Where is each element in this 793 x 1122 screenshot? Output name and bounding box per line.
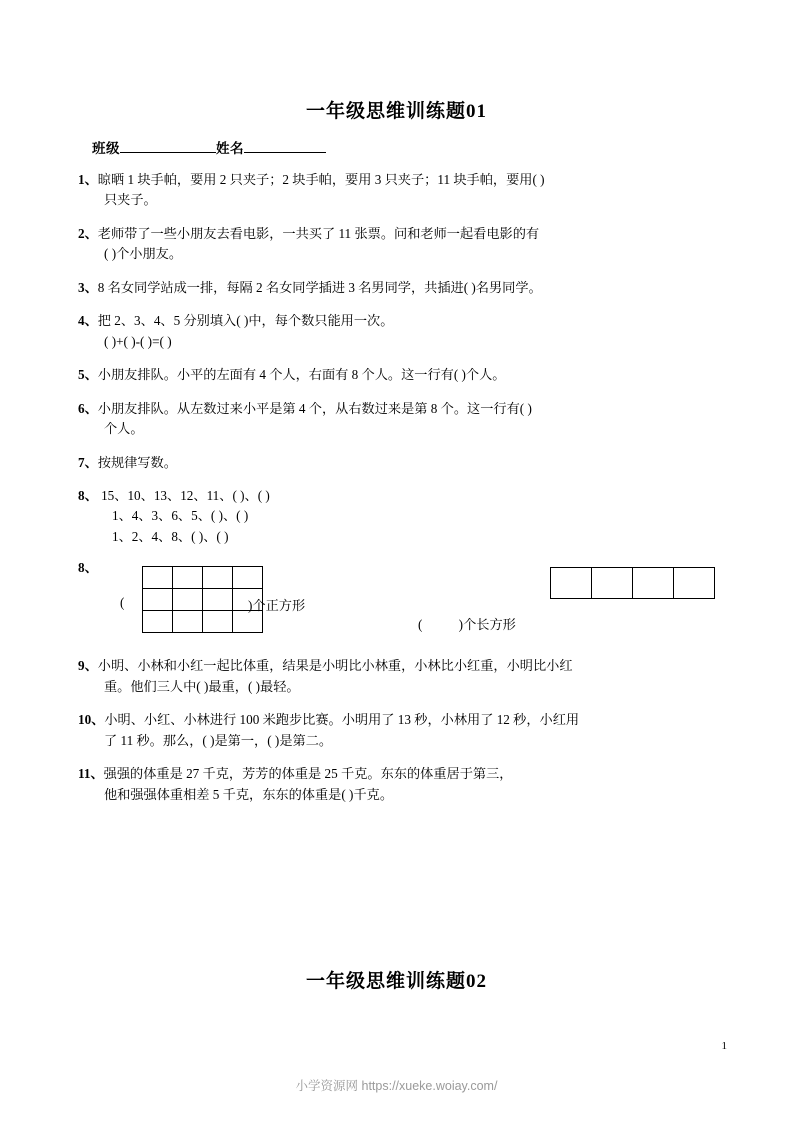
grid-cell <box>674 568 715 599</box>
figure-index: 8、 <box>78 560 98 576</box>
question-8-line-1: 15、10、13、12、11、( )、( ) <box>97 487 270 503</box>
grid-cell <box>633 568 674 599</box>
question-9-line-2: 重。他们三人中( )最重，( )最轻。 <box>104 678 300 694</box>
question-9-line-1: 小明、小林和小红一起比体重，结果是小明比小林重，小林比小红重，小明比小红 <box>97 658 573 674</box>
grid-cell <box>592 568 633 599</box>
question-7-index: 7、 <box>78 454 98 470</box>
student-info-row <box>92 137 793 157</box>
grid-cell <box>173 589 203 611</box>
question-2-index: 2、 <box>78 225 98 241</box>
page-title: 一年级思维训练题01 <box>305 101 487 122</box>
question-5 <box>78 365 725 385</box>
grid-cell <box>203 589 233 611</box>
question-10-line-2: 了 11 秒。那么，( )是第一，( )是第二。 <box>104 732 333 748</box>
question-11 <box>78 764 725 805</box>
question-10 <box>78 710 725 751</box>
grid-cell <box>173 567 203 589</box>
question-5-index: 5、 <box>78 367 98 383</box>
question-3-index: 3、 <box>78 279 98 295</box>
page-number: 1 <box>721 1040 727 1052</box>
square-grid <box>142 566 263 633</box>
question-4-index: 4、 <box>78 313 98 329</box>
question-1-index: 1、 <box>78 172 98 187</box>
question-11-index: 11、 <box>78 766 104 782</box>
square-answer-open-paren[interactable]: ( <box>120 595 125 611</box>
page-title-2: 一年级思维训练题02 <box>305 971 487 992</box>
grid-cell <box>551 568 592 599</box>
question-7 <box>78 453 725 473</box>
grid-cell <box>143 611 173 633</box>
name-blank[interactable] <box>244 139 326 153</box>
question-1 <box>78 170 725 211</box>
rect-answer-open-paren[interactable]: ( <box>418 617 423 633</box>
question-9 <box>78 656 725 697</box>
question-3-line-1: 8 名女同学站成一排，每隔 2 名女同学插进 3 名男同学，共插进( )名男同学。 <box>97 279 542 295</box>
question-8-line-3: 1、2、4、8、( )、( ) <box>112 528 229 544</box>
question-10-index: 10、 <box>78 712 105 728</box>
question-2-line-2: ( )个小朋友。 <box>104 246 183 262</box>
question-11-line-1: 强强的体重是 27 千克，芳芳的体重是 25 千克。东东的体重居于第三， <box>103 766 513 782</box>
grid-cell <box>203 567 233 589</box>
question-6-line-1: 小朋友排队。从左数过来小平是第 4 个，从右数过来是第 8 个。这一行有( ) <box>97 400 532 416</box>
grid-cell <box>173 611 203 633</box>
question-10-line-1: 小明、小红、小林进行 100 米跑步比赛。小明用了 13 秒，小林用了 12 秒，小红用 <box>104 712 580 728</box>
rectangle-grid <box>550 567 715 599</box>
grid-cell <box>203 611 233 633</box>
question-6 <box>78 399 725 440</box>
footer-watermark: 小学资源网 https://xueke.woiay.com/ <box>295 1079 498 1093</box>
question-1-line-2: 只夹子。 <box>104 192 157 208</box>
question-9-index: 9、 <box>78 658 98 674</box>
question-2-line-1: 老师带了一些小朋友去看电影，一共买了 11 张票。问和老师一起看电影的有 <box>97 225 540 241</box>
grid-cell <box>143 589 173 611</box>
grid-cell <box>143 567 173 589</box>
question-1-line-1: 晾晒 1 块手帕，要用 2 只夹子；2 块手帕，要用 3 只夹子；11 块手帕，要用( ) <box>97 172 545 187</box>
question-5-line-1: 小朋友排队。小平的左面有 4 个人，右面有 8 个人。这一行有( )个人。 <box>97 367 506 383</box>
questions-container <box>78 170 725 805</box>
question-6-index: 6、 <box>78 400 98 416</box>
question-6-line-2: 个人。 <box>104 421 144 437</box>
rect-count-caption <box>418 614 516 633</box>
grid-cell <box>233 567 263 589</box>
rect-caption-text: )个长方形 <box>458 617 516 633</box>
class-blank[interactable] <box>120 139 216 153</box>
square-count-caption: )个正方形 <box>248 598 306 614</box>
question-2 <box>78 224 725 265</box>
question-8-line-2: 1、4、3、6、5、( )、( ) <box>112 508 249 524</box>
question-4-line-1: 把 2、3、4、5 分别填入( )中，每个数只能用一次。 <box>97 313 394 329</box>
name-label: 姓名 <box>216 141 244 156</box>
question-11-line-2: 他和强强体重相差 5 千克，东东的体重是( )千克。 <box>104 786 394 802</box>
class-label: 班级 <box>92 141 120 156</box>
question-7-line-1: 按规律写数。 <box>97 454 177 470</box>
question-4-line-2: ( )+( )-( )=( ) <box>104 333 172 349</box>
question-3 <box>78 278 725 298</box>
figure-counting-shapes <box>78 557 725 643</box>
question-4 <box>78 311 725 352</box>
question-8-index: 8、 <box>78 487 98 503</box>
question-8-sequences <box>78 486 725 547</box>
